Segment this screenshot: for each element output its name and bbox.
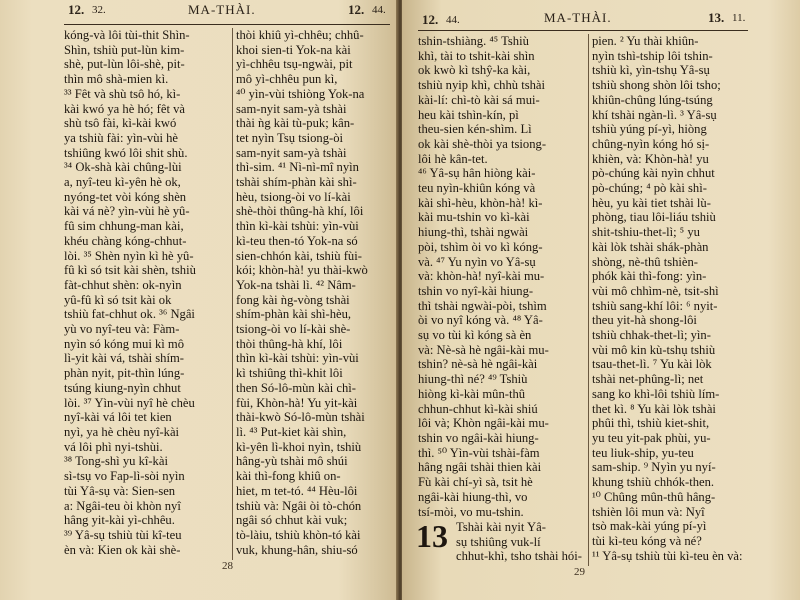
text-line: ⁴⁰ yìn-vùi tshiòng Yok-na bbox=[236, 86, 365, 101]
text-line: hèu, yu kài tiet tshài lù- bbox=[592, 195, 711, 210]
text-line: theu-sien kén-shìm. Lì bbox=[418, 122, 532, 137]
text-line: sam-nyit sam-yà tshài bbox=[236, 101, 347, 116]
right-page-number: 29 bbox=[574, 566, 585, 578]
text-line: chhun-chhut kì-kài shiú bbox=[418, 401, 538, 416]
text-line: heu kài tshìn-kín, pì bbox=[418, 107, 519, 122]
text-line: shím-phàn kài shì-hèu, bbox=[236, 307, 352, 322]
text-line: lì-yit kài vá, tshài shím- bbox=[64, 351, 184, 366]
text-line: tshiù nyip khì, chhù tshài bbox=[418, 78, 545, 93]
text-line: teu nyìn-khiûn kóng và bbox=[418, 181, 536, 196]
text-line: phòng, tiau lôi-liáu tshiù bbox=[592, 210, 716, 225]
text-line: shè-thòi thûng-hà khí, lôi bbox=[236, 204, 364, 219]
text-line: chhut-khì, tsho tshài hói- bbox=[456, 549, 582, 564]
text-line: yì-chhêu tsụ-ngwài, pit bbox=[236, 57, 353, 72]
text-line: thìn kì-kài tshùi: yìn-vùi bbox=[236, 219, 359, 234]
text-line: hiung-thì né? ⁴⁹ Tshiù bbox=[418, 372, 528, 387]
text-line: sien-chhón kài, tshiù fùi- bbox=[236, 248, 362, 263]
text-line: fû sim chhung-man kài, bbox=[64, 219, 184, 234]
text-line: khì, tài to tshit-kài shìn bbox=[418, 48, 535, 63]
text-line: hâng ngâi tshài thien kài bbox=[418, 460, 542, 475]
text-line: shè, put-lùn lôi-shè, pit- bbox=[64, 57, 185, 72]
left-column-2 bbox=[236, 28, 394, 557]
text-line: kì tshiûng thì-khit lôi bbox=[236, 366, 343, 381]
text-line: ya tshiù fài: yìn-vùi hè bbox=[64, 130, 179, 145]
text-line: fùi, Khòn-hà! Yu yit-kài bbox=[236, 395, 358, 410]
text-line: tshiù fat-chhut ok. ³⁶ Ngâi bbox=[64, 307, 195, 322]
text-line: Shìn, tshiù put-lùn kim- bbox=[64, 42, 185, 57]
text-line: yû-fû kì só tsit kài ok bbox=[64, 292, 172, 307]
text-line: hâng yit-kài yì-chhêu. bbox=[64, 513, 175, 528]
right-header-rule bbox=[418, 30, 748, 31]
text-line: Yok-na tshài lì. ⁴² Nâm- bbox=[236, 277, 356, 292]
text-line: khiûn-chûng lúng-tsúng bbox=[592, 92, 713, 107]
text-line: theu yit-hà shong-lôi bbox=[592, 313, 697, 328]
text-line: teu liuk-ship, yu-teu bbox=[592, 445, 694, 460]
text-line: ³³ Fêt và shù tsô hó, kì- bbox=[64, 86, 181, 101]
text-line: nyìn só kóng mui kì mô bbox=[64, 336, 184, 351]
text-line: lòi. ³⁷ Yìn-vùi nyî hè chèu bbox=[64, 395, 195, 410]
text-line: mô yì-chhêu pun kì, bbox=[236, 72, 338, 87]
text-line: pò-chúng kài nyìn chhut bbox=[592, 166, 715, 181]
text-line: tshiù và: Ngâi òi tò-chón bbox=[236, 498, 362, 513]
right-column-1 bbox=[418, 34, 586, 519]
text-line: khéu chàng kóng-chhut- bbox=[64, 233, 187, 248]
text-line: và: khòn-hà! nyî-kài mu- bbox=[418, 269, 545, 284]
text-line: fong kài ǹg-vòng tshài bbox=[236, 292, 350, 307]
text-line: ngâi-kài hiung-thì, vo bbox=[418, 489, 528, 504]
left-column-divider bbox=[232, 28, 233, 560]
chapter-opening-lines bbox=[456, 520, 590, 564]
text-line: lì. ⁴³ Put-kiet kài shìn, bbox=[236, 424, 347, 439]
text-line: khoi sien-ti Yok-na kài bbox=[236, 42, 351, 57]
right-page-header-next-chapter: 13. bbox=[708, 10, 725, 25]
text-line: tsúng kiung-nyìn chhut bbox=[64, 380, 181, 395]
text-line: hâng-yù tshài mô shúi bbox=[236, 454, 348, 469]
left-page-header-ref: 32. bbox=[92, 4, 106, 16]
text-line: pò-chúng; ⁴ pò kài shì- bbox=[592, 181, 707, 196]
text-line: yu teu yit-pak phùi, yu- bbox=[592, 430, 711, 445]
text-line: tsau-thet-lì. ⁷ Yu kài lòk bbox=[592, 357, 712, 372]
text-line: tshài shím-phàn kài shì- bbox=[236, 175, 357, 190]
text-line: thet kì. ⁸ Yu kài lòk tshài bbox=[592, 401, 716, 416]
text-line: a, nyî-teu kì-yên hè ok, bbox=[64, 175, 181, 190]
text-line: tshiù kì, yìn-tshụ Yâ-sụ bbox=[592, 63, 710, 78]
text-line: phók kài thì-fong: yìn- bbox=[592, 269, 707, 284]
text-line: khièn, và: Khòn-hà! yu bbox=[592, 151, 709, 166]
text-line: vùi mô kin kù-tshụ tshiù bbox=[592, 342, 716, 357]
text-line: ok kài shè-thòi ya tsiong- bbox=[418, 136, 547, 151]
text-line: kài kwó ya hè hó; fêt và bbox=[64, 101, 185, 116]
text-line: tshiù sang-khí lôi: ⁶ nyit- bbox=[592, 298, 718, 313]
text-line: khung tshiù chhók-then. bbox=[592, 475, 715, 490]
right-column-divider bbox=[588, 34, 589, 566]
chapter-number: 13 bbox=[416, 518, 448, 554]
text-line: a: Ngâi-teu òi khòn nyî bbox=[64, 498, 181, 513]
text-line: tùi kì-teu kóng và né? bbox=[592, 533, 702, 548]
text-line: tshiù yúng pí-yì, hiòng bbox=[592, 122, 707, 137]
text-line: tshiù chhak-thet-lì; yìn- bbox=[592, 328, 711, 343]
text-line: shù tsô fài, kì-kài kwó bbox=[64, 116, 177, 131]
text-line: sam-nyit sam-yà tshài bbox=[236, 145, 347, 160]
text-line: kóng-và lôi tùi-thit Shìn- bbox=[64, 28, 190, 42]
text-line: nyì, ya hè chèu nyî-kài bbox=[64, 424, 180, 439]
text-line: nyóng-tet vòi kóng shèn bbox=[64, 189, 187, 204]
left-page-header-ref-verse: 44. bbox=[372, 4, 386, 16]
text-line: then Só-lô-mùn kài chì- bbox=[236, 380, 356, 395]
text-line: sì-tsụ vo Fap-lì-sòi nyìn bbox=[64, 469, 185, 484]
text-line: kì-yên lì-khoi nyìn, tshiù bbox=[236, 439, 362, 454]
text-line: tshin-tshiàng. ⁴⁵ Tshiù bbox=[418, 34, 529, 48]
text-line: lôi hè kân-tet. bbox=[418, 151, 488, 166]
text-line: tsò mak-kài yúng pí-yì bbox=[592, 519, 707, 534]
text-line: tò-làiu, tshiù khòn-tó kài bbox=[236, 527, 361, 542]
text-line: chûng-nyìn kóng hó sị- bbox=[592, 136, 710, 151]
text-line: tshin vo ngâi-kài hiung- bbox=[418, 430, 539, 445]
text-line: tshiûng kwó lôi shit shù. bbox=[64, 145, 188, 160]
left-page bbox=[0, 0, 398, 600]
right-page-header-next-ref: 11. bbox=[732, 12, 746, 24]
right-page bbox=[402, 0, 800, 600]
text-line: thài ǹg kài tù-puk; kân- bbox=[236, 116, 355, 131]
text-line: thìn kì-kài tshùi: yìn-vùi bbox=[236, 351, 359, 366]
left-page-header-title: MA-THÀI. bbox=[188, 2, 256, 17]
text-line: kói; khòn-hà! yu thài-kwò bbox=[236, 263, 368, 278]
text-line: tshin vo nyî-kài hiung- bbox=[418, 283, 534, 298]
left-page-header-ref-chapter: 12. bbox=[348, 2, 365, 17]
text-line: ¹⁰ Chûng mûn-thû hâng- bbox=[592, 489, 716, 504]
text-line: pien. ² Yu thài khiûn- bbox=[592, 34, 699, 48]
text-line: sam-ship. ⁹ Nyìn yu nyí- bbox=[592, 460, 716, 475]
text-line: yù vo nyî-teu và: Fàm- bbox=[64, 322, 180, 337]
text-line: òi vo nyî kóng và. ⁴⁸ Yâ- bbox=[418, 313, 543, 328]
text-line: tet nyìn Tsụ tsiong-òi bbox=[236, 130, 343, 145]
text-line: pòi, tshìm òi vo kì kóng- bbox=[418, 239, 543, 254]
text-line: khí tshài ngàn-lì. ³ Yâ-sụ bbox=[592, 107, 717, 122]
text-line: thìn mô shà-mien kì. bbox=[64, 72, 169, 87]
text-line: Tshài kài nyit Yâ- bbox=[456, 520, 546, 534]
text-line: và: Nè-sà hè ngâi-kài mu- bbox=[418, 342, 549, 357]
right-column-2 bbox=[592, 34, 752, 563]
text-line: phûi thì, tshiù kiet-shit, bbox=[592, 416, 710, 431]
text-line: thì tshài ngwài-pòi, tshìm bbox=[418, 298, 547, 313]
text-line: kài mu-tshin vo kì-kài bbox=[418, 210, 530, 225]
text-line: và. ⁴⁷ Yu nyìn vo Yâ-sụ bbox=[418, 254, 536, 269]
text-line: tshiù shong shòn lôi tsho; bbox=[592, 78, 721, 93]
text-line: thòi khiû yì-chhêu; chhû- bbox=[236, 28, 364, 42]
left-column-1 bbox=[64, 28, 228, 557]
text-line: sụ tshiûng vuk-lí bbox=[456, 534, 541, 549]
text-line: ³⁹ Yâ-sụ tshiù tùi kî-teu bbox=[64, 527, 182, 542]
text-line: lôi và; Khòn ngâi-kài mu- bbox=[418, 416, 549, 431]
text-line: ³⁴ Ok-shà kài chûng-lùi bbox=[64, 160, 182, 175]
text-line: vùi mô chhìm-nè, tsit-shì bbox=[592, 283, 719, 298]
text-line: fû kì só tsit kài shèn, tshiù bbox=[64, 263, 196, 278]
text-line: shòng, nè-thû tshièn- bbox=[592, 254, 698, 269]
text-line: kài vá nè? yìn-vùi hè yû- bbox=[64, 204, 190, 219]
text-line: thì-sim. ⁴¹ Nì-nì-mî nyìn bbox=[236, 160, 359, 175]
text-line: tshièn lôi mun và: Nyî bbox=[592, 504, 705, 519]
text-line: thòi thûng-hà khí, lôi bbox=[236, 336, 343, 351]
text-line: tsiong-òi vo lí-kài shè- bbox=[236, 322, 351, 337]
text-line: Fù kài chí-yì sà, tsit hè bbox=[418, 475, 533, 490]
text-line: tsí-mòi, vo mu-tshin. bbox=[418, 504, 524, 519]
text-line: thài-kwò Só-lô-mùn tshài bbox=[236, 410, 365, 425]
text-line: fàt-chhut shèn: ok-nyìn bbox=[64, 277, 182, 292]
right-page-header-ref: 44. bbox=[446, 14, 460, 26]
left-page-header-chapter: 12. bbox=[68, 2, 85, 17]
text-line: tshin? nè-sà hè ngâi-kài bbox=[418, 357, 538, 372]
text-line: nyî-kài vá lôi tet kien bbox=[64, 410, 172, 425]
text-line: sang ko khì-lôi tshiù lím- bbox=[592, 386, 720, 401]
text-line: hiet, m tet-tó. ⁴⁴ Hèu-lôi bbox=[236, 483, 358, 498]
text-line: kài thì-fong khiû on- bbox=[236, 469, 341, 484]
left-page-number: 28 bbox=[222, 560, 233, 572]
text-line: kài-lí: chì-tò kài sá mui- bbox=[418, 92, 540, 107]
text-line: vuk, khung-hân, shiu-só bbox=[236, 542, 358, 557]
text-line: ³⁸ Tong-shì yu kî-kài bbox=[64, 454, 168, 469]
right-page-header-chapter: 12. bbox=[422, 12, 439, 27]
text-line: tùi Yâ-sụ và: Sien-sen bbox=[64, 483, 176, 498]
left-header-rule bbox=[64, 24, 390, 25]
text-line: thì. ⁵⁰ Yìn-vùi tshài-fàm bbox=[418, 445, 540, 460]
text-line: kì-teu then-tó Yok-na só bbox=[236, 233, 358, 248]
text-line: ngâi só chhut kài vuk; bbox=[236, 513, 348, 528]
text-line: èn và: Kien ok kài shè- bbox=[64, 542, 181, 557]
text-line: tshài net-phûng-lì; net bbox=[592, 372, 704, 387]
text-line: hèu, tsiong-òi vo lí-kài bbox=[236, 189, 351, 204]
text-line: shit-tshiu-thet-lì; ⁵ yu bbox=[592, 225, 700, 240]
text-line: kài shì-hèu, khòn-hà! kì- bbox=[418, 195, 543, 210]
text-line: ok kwò kì tshŷ-ka kài, bbox=[418, 63, 531, 78]
text-line: hiòng kì-kài mûn-thû bbox=[418, 386, 526, 401]
text-line: sụ vo tùi kì kóng sà èn bbox=[418, 328, 532, 343]
text-line: kài lòk tshài shák-phàn bbox=[592, 239, 709, 254]
text-line: ⁴⁶ Yâ-sụ hân hiòng kài- bbox=[418, 166, 536, 181]
text-line: nyìn tshì-tship lôi tshin- bbox=[592, 48, 713, 63]
right-page-header-title: MA-THÀI. bbox=[544, 10, 612, 25]
text-line: vá lôi phì nyi-tshùi. bbox=[64, 439, 163, 454]
text-line: ¹¹ Yâ-sụ tshiù tùi kì-teu èn và: bbox=[592, 548, 743, 563]
text-line: hiung-thì, tshài ngwài bbox=[418, 225, 529, 240]
text-line: lòi. ³⁵ Shèn nyìn kì hè yû- bbox=[64, 248, 194, 263]
text-line: phàn nyit, pit-thìn lúng- bbox=[64, 366, 185, 381]
